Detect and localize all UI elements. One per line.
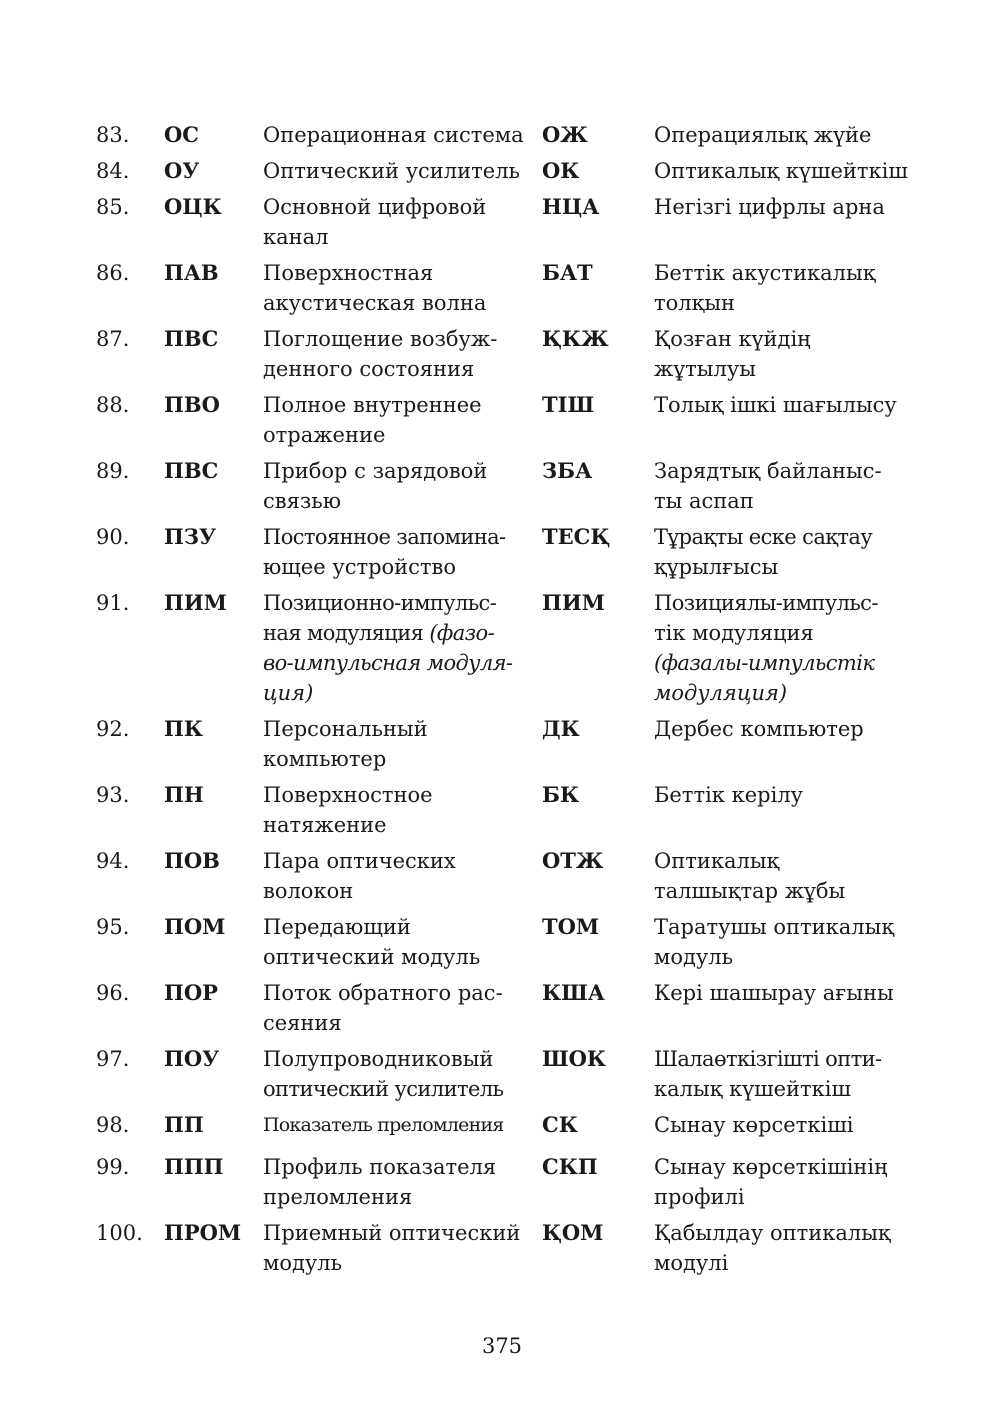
- ru-definition: [263, 912, 542, 972]
- ru-definition-line: Пара оптических: [263, 849, 456, 873]
- kz-definition-line: Толық ішкі шағылысу: [654, 393, 897, 417]
- ru-definition-line: Постоянное запомина-: [263, 525, 506, 549]
- ru-definition-line: модуль: [263, 1251, 343, 1275]
- kz-abbreviation: ТІШ: [542, 392, 595, 417]
- kz-definition-line: Беттік акустикалық: [654, 261, 876, 285]
- ru-abbreviation: ПВО: [164, 392, 220, 417]
- row-number: 84.: [96, 159, 130, 183]
- kz-definition-line: Операциялық жүйе: [654, 123, 872, 147]
- kz-abbreviation: ОТЖ: [542, 848, 604, 873]
- kz-abbreviation: БК: [542, 782, 580, 807]
- row-number: 94.: [96, 849, 130, 873]
- row-number: 91.: [96, 591, 130, 615]
- ru-abbreviation: ПВС: [164, 458, 219, 483]
- table-row: [96, 714, 916, 780]
- kz-definition: [654, 1218, 916, 1278]
- ru-abbreviation: ПК: [164, 716, 203, 741]
- ru-abbreviation: ППП: [164, 1154, 224, 1179]
- kz-definition-line: модуляция): [654, 681, 788, 705]
- ru-definition-line: Профиль показателя: [263, 1155, 497, 1179]
- row-number: 98.: [96, 1113, 130, 1137]
- ru-definition-line: связью: [263, 489, 342, 513]
- table-row: [96, 1218, 916, 1284]
- ru-abbreviation: ПОР: [164, 980, 218, 1005]
- ru-abbreviation: ПОУ: [164, 1046, 220, 1071]
- ru-definition-line: Основной цифровой: [263, 195, 487, 219]
- ru-definition-line: Полное внутреннее: [263, 393, 482, 417]
- ru-definition-line: канал: [263, 225, 329, 249]
- kz-definition-line: Негізгі цифрлы арна: [654, 195, 885, 219]
- ru-definition-line: Персональный: [263, 717, 428, 741]
- ru-definition: [263, 192, 542, 252]
- ru-definition-line: компьютер: [263, 747, 387, 771]
- ru-definition-line: [263, 618, 542, 648]
- ru-definition: [263, 258, 542, 318]
- ru-definition: [263, 1110, 542, 1140]
- ru-definition-line: оптический усилитель: [263, 1077, 504, 1101]
- row-number: 89.: [96, 459, 130, 483]
- kz-definition: [654, 1110, 916, 1140]
- ru-definition-line: во-импульсная модуля-: [263, 651, 513, 675]
- row-number: 99.: [96, 1155, 130, 1179]
- ru-definition-line: оптический модуль: [263, 945, 481, 969]
- kz-definition: [654, 456, 916, 516]
- row-number: 83.: [96, 123, 130, 147]
- table-row: [96, 1044, 916, 1110]
- ru-definition-line: денного состояния: [263, 357, 475, 381]
- kz-definition: [654, 714, 916, 744]
- kz-abbreviation: СК: [542, 1112, 578, 1137]
- ru-definition-line: сеяния: [263, 1011, 342, 1035]
- ru-abbreviation: ПРОМ: [164, 1220, 242, 1245]
- row-number: 93.: [96, 783, 130, 807]
- kz-definition: [654, 912, 916, 972]
- row-number: 85.: [96, 195, 130, 219]
- ru-definition-line: натяжение: [263, 813, 387, 837]
- ru-definition-line: Поверхностная: [263, 261, 434, 285]
- ru-definition: [263, 324, 542, 384]
- ru-definition-line: Позиционно-импульс-: [263, 591, 497, 615]
- kz-definition-line: Сынау көрсеткішінің: [654, 1155, 888, 1179]
- abbreviation-table: [96, 120, 916, 1284]
- table-row: [96, 912, 916, 978]
- ru-abbreviation: ОЦК: [164, 194, 222, 219]
- kz-abbreviation: НЦА: [542, 194, 600, 219]
- kz-abbreviation: ҚКЖ: [542, 326, 609, 351]
- kz-definition-line: Шалаөткізгішті опти-: [654, 1047, 882, 1071]
- kz-definition: [654, 588, 916, 708]
- kz-definition-line: Тұрақты еске сақтау: [654, 525, 873, 549]
- row-number: 96.: [96, 981, 130, 1005]
- kz-definition-line: Қозған күйдің: [654, 327, 811, 351]
- ru-abbreviation: ПЗУ: [164, 524, 217, 549]
- kz-definition-line: Кері шашырау ағыны: [654, 981, 894, 1005]
- kz-definition: [654, 522, 916, 582]
- row-number: 95.: [96, 915, 130, 939]
- ru-definition-line: Поглощение возбуж-: [263, 327, 498, 351]
- kz-definition: [654, 192, 916, 222]
- kz-definition: [654, 324, 916, 384]
- table-row: [96, 324, 916, 390]
- kz-definition-line: Қабылдау оптикалық: [654, 1221, 891, 1245]
- ru-definition-line: отражение: [263, 423, 386, 447]
- ru-definition: [263, 780, 542, 840]
- ru-definition: [263, 1152, 542, 1212]
- table-row: [96, 192, 916, 258]
- table-row: [96, 156, 916, 192]
- kz-abbreviation: ТЕСҚ: [542, 524, 611, 549]
- kz-definition-line: Дербес компьютер: [654, 717, 864, 741]
- kz-definition-line: ты аспап: [654, 489, 754, 513]
- ru-definition: [263, 1218, 542, 1278]
- kz-definition: [654, 978, 916, 1008]
- ru-definition-line: Приемный оптический: [263, 1221, 521, 1245]
- kz-definition-line: Позициялы-импульс-: [654, 591, 878, 615]
- kz-abbreviation: СКП: [542, 1154, 598, 1179]
- kz-definition: [654, 258, 916, 318]
- table-row: [96, 588, 916, 714]
- kz-definition-line: толқын: [654, 291, 736, 315]
- ru-definition-line: Полупроводниковый: [263, 1047, 494, 1071]
- kz-abbreviation: ПИМ: [542, 590, 605, 615]
- kz-abbreviation: ҚОМ: [542, 1220, 604, 1245]
- ru-definition-line: акустическая волна: [263, 291, 487, 315]
- ru-definition-line: Поток обратного рас-: [263, 981, 503, 1005]
- row-number: 86.: [96, 261, 130, 285]
- ru-definition: [263, 714, 542, 774]
- ru-abbreviation: ПОМ: [164, 914, 226, 939]
- kz-definition-line: Оптикалық: [654, 849, 780, 873]
- ru-definition: [263, 456, 542, 516]
- kz-definition: [654, 156, 916, 186]
- kz-definition-line: Зарядтық байланыс-: [654, 459, 882, 483]
- ru-definition-line: Передающий: [263, 915, 411, 939]
- ru-definition: [263, 156, 542, 186]
- kz-definition-line: Беттік керілу: [654, 783, 804, 807]
- table-row: [96, 780, 916, 846]
- kz-definition-line: профилі: [654, 1185, 745, 1209]
- kz-definition-line: Таратушы оптикалық: [654, 915, 895, 939]
- ru-definition-line: Оптический усилитель: [263, 159, 520, 183]
- table-row: [96, 390, 916, 456]
- ru-definition: [263, 588, 542, 708]
- kz-definition-line: құрылғысы: [654, 555, 779, 579]
- kz-definition-line: тік модуляция: [654, 621, 814, 645]
- kz-abbreviation: ТОМ: [542, 914, 600, 939]
- kz-definition-line: калық күшейткіш: [654, 1077, 852, 1101]
- ru-definition-line: Прибор с зарядовой: [263, 459, 488, 483]
- kz-abbreviation: ОК: [542, 158, 580, 183]
- table-row: [96, 846, 916, 912]
- ru-definition: [263, 120, 542, 150]
- ru-definition-line: Операционная система: [263, 123, 524, 147]
- table-row: [96, 258, 916, 324]
- kz-definition: [654, 390, 916, 420]
- ru-abbreviation: ПОВ: [164, 848, 220, 873]
- ru-definition-line: преломления: [263, 1185, 413, 1209]
- kz-abbreviation: БАТ: [542, 260, 593, 285]
- ru-definition-line: Поверхностное: [263, 783, 433, 807]
- row-number: 100.: [96, 1221, 143, 1245]
- ru-definition: [263, 1044, 542, 1104]
- table-row: [96, 1152, 916, 1218]
- table-row: [96, 120, 916, 156]
- row-number: 90.: [96, 525, 130, 549]
- kz-abbreviation: ЗБА: [542, 458, 593, 483]
- row-number: 88.: [96, 393, 130, 417]
- kz-definition: [654, 120, 916, 150]
- page-number: 375: [481, 1334, 523, 1358]
- ru-abbreviation: ПАВ: [164, 260, 219, 285]
- ru-definition-line: волокон: [263, 879, 354, 903]
- table-row: [96, 978, 916, 1044]
- ru-definition-line: Показатель преломления: [263, 1114, 504, 1136]
- ru-abbreviation: ПП: [164, 1112, 204, 1137]
- kz-definition-line: (фазалы-импульстік: [654, 651, 875, 675]
- kz-definition: [654, 1152, 916, 1212]
- table-row: [96, 522, 916, 588]
- ru-definition-line: ющее устройство: [263, 555, 456, 579]
- ru-definition: [263, 390, 542, 450]
- ru-definition: [263, 978, 542, 1038]
- kz-definition: [654, 846, 916, 906]
- table-row: [96, 1110, 916, 1152]
- ru-abbreviation: ПИМ: [164, 590, 227, 615]
- table-row: [96, 456, 916, 522]
- ru-abbreviation: ОУ: [164, 158, 200, 183]
- row-number: 92.: [96, 717, 130, 741]
- ru-definition: [263, 846, 542, 906]
- ru-definition: [263, 522, 542, 582]
- row-number: 87.: [96, 327, 130, 351]
- ru-definition-text: ная модуляция: [263, 621, 424, 645]
- ru-abbreviation: ПВС: [164, 326, 219, 351]
- kz-definition-line: жұтылуы: [654, 357, 756, 381]
- ru-definition-line: ция): [263, 681, 314, 705]
- kz-definition-line: Оптикалық күшейткіш: [654, 159, 908, 183]
- kz-definition: [654, 780, 916, 810]
- ru-definition-italic: (фазо-: [429, 621, 495, 645]
- kz-abbreviation: ОЖ: [542, 122, 588, 147]
- kz-definition-line: талшықтар жұбы: [654, 879, 846, 903]
- ru-abbreviation: ПН: [164, 782, 204, 807]
- row-number: 97.: [96, 1047, 130, 1071]
- kz-abbreviation: ДК: [542, 716, 580, 741]
- kz-definition-line: модулі: [654, 1251, 729, 1275]
- kz-abbreviation: ШОК: [542, 1046, 607, 1071]
- kz-definition-line: Сынау көрсеткіші: [654, 1113, 854, 1137]
- kz-definition: [654, 1044, 916, 1104]
- kz-abbreviation: КША: [542, 980, 605, 1005]
- kz-definition-line: модуль: [654, 945, 734, 969]
- ru-abbreviation: ОС: [164, 122, 200, 147]
